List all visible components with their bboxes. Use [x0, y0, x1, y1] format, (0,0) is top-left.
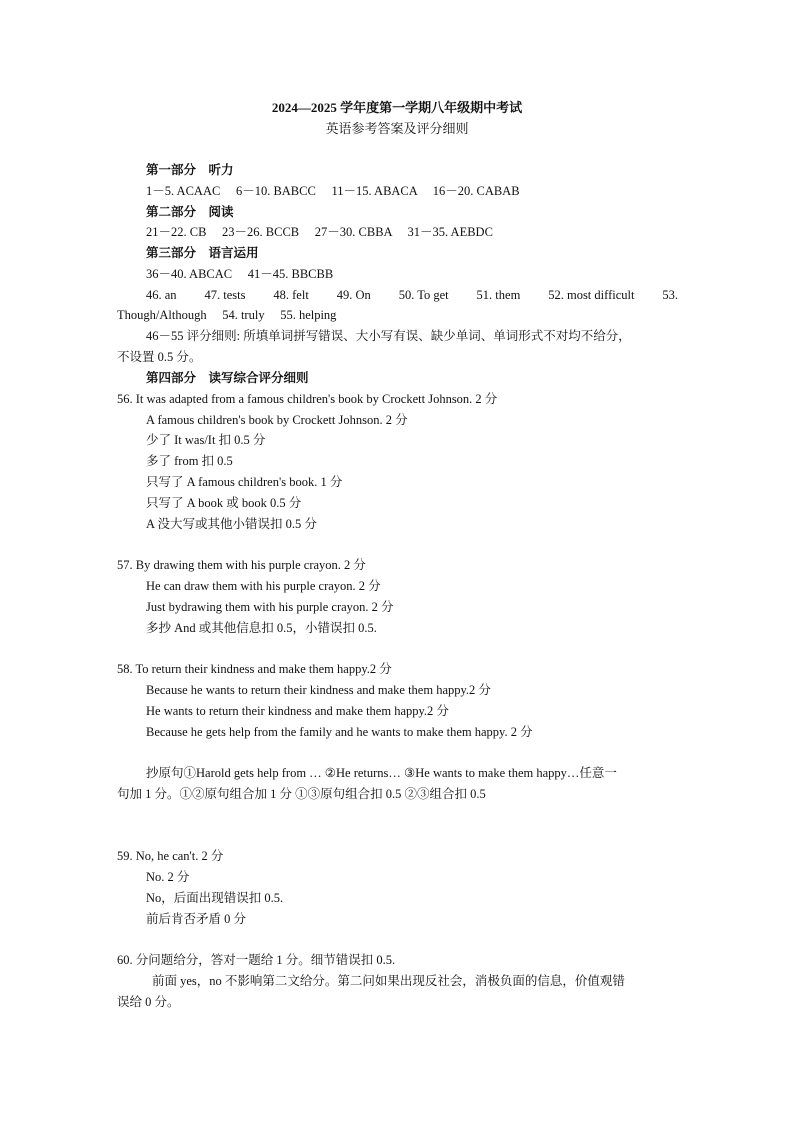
document-title: 2024—2025 学年度第一学期八年级期中考试 [271, 100, 523, 115]
blank-48: 48. felt [273, 288, 309, 302]
document-subtitle: 英语参考答案及评分细则 [325, 121, 469, 136]
part2-heading: 第二部分 阅读 [146, 205, 234, 219]
part1-answers: 1－5. ACAAC 6－10. BABCC 11－15. ABACA 16－20. CABAB [146, 184, 520, 198]
blank-51: 51. them [476, 288, 521, 302]
q56-rule: 只写了 A famous children's book. 1 分 [146, 475, 343, 489]
q57-rule: Just bydrawing them with his purple crayon. 2 分 [146, 600, 394, 614]
part3-rule-line2: 不设置 0.5 分。 [117, 350, 202, 364]
blank-53: 53. [662, 288, 678, 302]
q56-rule: 只写了 A book 或 book 0.5 分 [146, 496, 302, 510]
q58-rule: Because he wants to return their kindness and make them happy.2 分 [146, 683, 491, 697]
q56-rule: 多了 from 扣 0.5 [146, 454, 233, 468]
q56-answer: 56. It was adapted from a famous children's book by Crockett Johnson. 2 分 [117, 392, 498, 406]
blank-49: 49. On [336, 288, 371, 302]
q58-rule: He wants to return their kindness and make them happy.2 分 [146, 704, 449, 718]
q60-answer: 60. 分问题给分，答对一题给 1 分。细节错误扣 0.5. [117, 953, 396, 967]
q56-rule: 少了 It was/It 扣 0.5 分 [146, 433, 266, 447]
q58-note-line1: 抄原句①Harold gets help from … ②He returns… ③He wants to make them happy…任意一 [146, 766, 617, 780]
part3-rule-line1: 46－55 评分细则: 所填单词拼写错误、大小写有误、缺少单词、单词形式不对均不给分， [146, 329, 631, 343]
part3-answers: 36－40. ABCAC 41－45. BBCBB [146, 267, 334, 281]
q59-rule: 前后肯否矛盾 0 分 [146, 912, 247, 926]
q60-note-line1: 前面 yes，no 不影响第二文给分。第二问如果出现反社会，消极负面的信息，价值观错 [152, 974, 625, 988]
q58-answer: 58. To return their kindness and make them happy.2 分 [117, 662, 392, 676]
q57-rule: He can draw them with his purple crayon. 2 分 [146, 579, 381, 593]
q58-note-line2: 句加 1 分。①②原句组合加 1 分 ①③原句组合扣 0.5 ②③组合扣 0.5 [117, 787, 486, 801]
blank-52: 52. most difficult [548, 288, 635, 302]
q59-rule: No. 2 分 [146, 870, 190, 884]
blank-46: 46. an [146, 288, 177, 302]
part3-heading: 第三部分 语言运用 [146, 246, 259, 260]
blank-50: 50. To get [398, 288, 449, 302]
blank-47: 47. tests [204, 288, 246, 302]
q57-answer: 57. By drawing them with his purple crayon. 2 分 [117, 558, 366, 572]
q56-rule: A 没大写或其他小错误扣 0.5 分 [146, 517, 317, 531]
q56-rule: A famous children's book by Crockett Johnson. 2 分 [146, 413, 408, 427]
blanks-continued: Though/Although 54. truly 55. helping [117, 308, 337, 322]
q60-note-line2: 误给 0 分。 [117, 995, 180, 1009]
part4-heading: 第四部分 读写综合评分细则 [146, 371, 309, 385]
q59-rule: No，后面出现错误扣 0.5. [146, 891, 284, 905]
q59-answer: 59. No, he can't. 2 分 [117, 849, 224, 863]
blanks-row [146, 286, 678, 304]
part1-heading: 第一部分 听力 [146, 163, 234, 177]
q58-rule: Because he gets help from the family and he wants to make them happy. 2 分 [146, 725, 533, 739]
part2-answers: 21－22. CB 23－26. BCCB 27－30. CBBA 31－35. AEBDC [146, 225, 493, 239]
q57-rule: 多抄 And 或其他信息扣 0.5，小错误扣 0.5. [146, 621, 377, 635]
